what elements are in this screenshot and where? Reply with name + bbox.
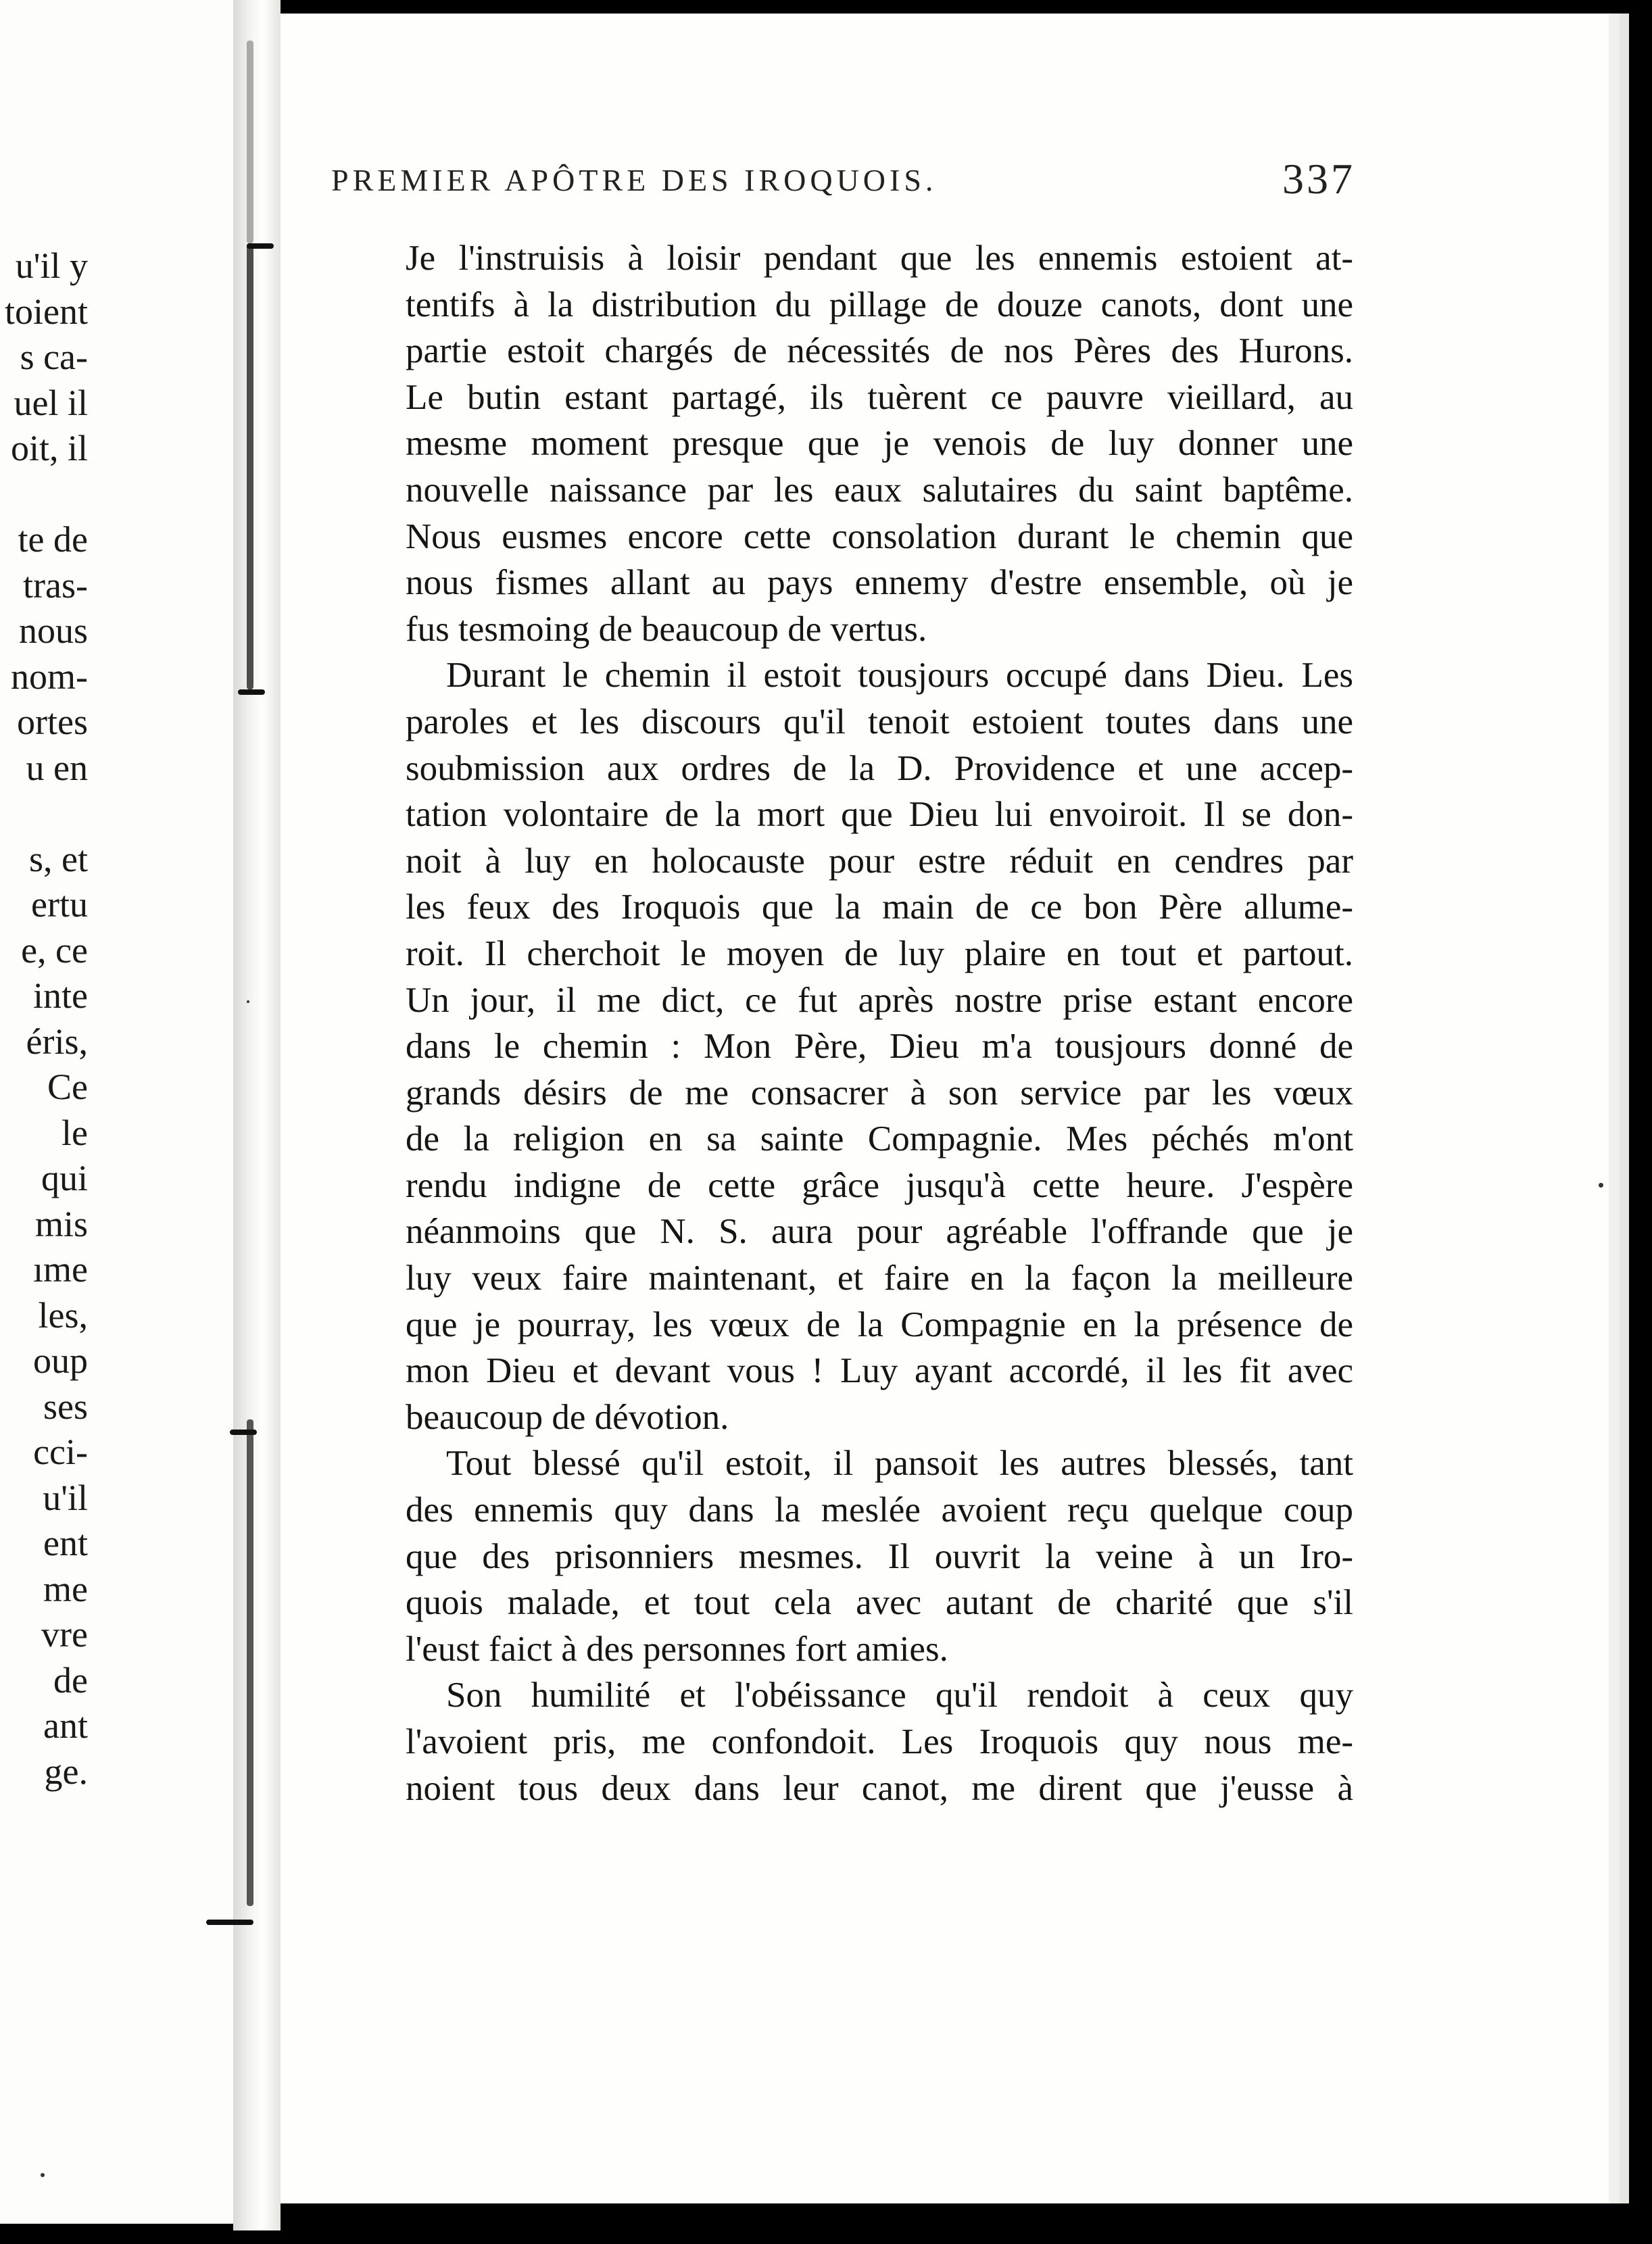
text-line: que je pourray, les vœux de la Compagnie en la présence de xyxy=(406,1304,1353,1344)
text-line: l'eust faict à des personnes fort amies. xyxy=(406,1629,948,1669)
left-page-fragment: nous xyxy=(18,610,88,651)
left-page-fragment: ses xyxy=(43,1386,88,1427)
left-page-fragment: Ce xyxy=(47,1067,88,1107)
text-line: Nous eusmes encore cette consolation durant le chemin que xyxy=(406,516,1353,556)
book-gutter xyxy=(233,0,281,2230)
left-page-fragment: nom- xyxy=(11,656,88,697)
left-page-fragment: éris, xyxy=(26,1021,88,1062)
text-line: paroles et les discours qu'il tenoit estoient toutes dans une xyxy=(406,702,1353,741)
text-line: nous fismes allant au pays ennemy d'estre ensemble, où je xyxy=(406,563,1353,603)
text-line: l'avoient pris, me confondoit. Les Iroquois quy nous me- xyxy=(406,1722,1353,1761)
text-line: beaucoup de dévotion. xyxy=(406,1397,729,1437)
text-line: fus tesmoing de beaucoup de vertus. xyxy=(406,609,927,649)
text-line: dans le chemin : Mon Père, Dieu m'a tousjours donné de xyxy=(406,1027,1353,1067)
text-line: Durant le chemin il estoit tousjours occupé dans Dieu. Les xyxy=(446,656,1353,696)
text-line: noit à luy en holocauste pour estre réduit en cendres par xyxy=(406,841,1353,881)
text-line: roit. Il cherchoit le moyen de luy plaire en tout et partout. xyxy=(406,933,1353,973)
text-line: partie estoit chargés de nécessités de nos Pères des Hurons. xyxy=(406,331,1353,371)
left-page-fragment: les, xyxy=(38,1294,88,1336)
text-line: mesme moment presque que je venois de luy donner une xyxy=(406,424,1353,464)
text-line: que des prisonniers mesmes. Il ouvrit la veine à un Iro- xyxy=(406,1536,1353,1576)
binding-thread xyxy=(206,1920,253,1925)
running-head xyxy=(331,154,1355,215)
left-page-fragment: vre xyxy=(41,1614,88,1655)
text-line: soubmission aux ordres de la D. Providence et une accep- xyxy=(406,748,1353,788)
left-page-fragment: e, ce xyxy=(21,929,88,971)
text-line: Le butin estant partagé, ils tuèrent ce pauvre vieillard, au xyxy=(406,377,1353,417)
text-line: Tout blessé qu'il estoit, il pansoit les autres blessés, tant xyxy=(446,1444,1353,1484)
left-page-fragment: ıme xyxy=(33,1249,88,1290)
left-page-fragment: le xyxy=(62,1112,88,1153)
text-line: Son humilité et l'obéissance qu'il rendoit à ceux quy xyxy=(446,1676,1353,1715)
binding-thread xyxy=(247,243,274,249)
binding-thread xyxy=(238,689,265,695)
left-page-fragment: ent xyxy=(43,1523,88,1563)
text-line: luy veux faire maintenant, et faire en la façon la meilleure xyxy=(406,1259,1353,1298)
left-page-fragment: ge. xyxy=(44,1751,88,1792)
text-line: nouvelle naissance par les eaux salutaires du saint baptême. xyxy=(406,470,1353,510)
left-page-fragment: de xyxy=(53,1659,88,1701)
text-line: noient tous deux dans leur canot, me dirent que j'eusse à xyxy=(406,1768,1353,1808)
running-title: PREMIER APÔTRE DES IROQUOIS. xyxy=(331,163,938,197)
left-facing-page xyxy=(0,0,233,2224)
binding-stitch xyxy=(247,1419,253,1906)
binding-thread xyxy=(230,1430,257,1435)
left-page-fragment: ortes xyxy=(17,702,88,742)
text-line: quois malade, et tout cela avec autant de charité que s'il xyxy=(406,1583,1353,1623)
page-number: 337 xyxy=(1282,155,1355,203)
text-line: mon Dieu et devant vous ! Luy ayant accordé, il les fit avec xyxy=(406,1351,1353,1391)
left-page-fragment: u'il xyxy=(43,1477,88,1518)
left-page-fragment: cci- xyxy=(33,1432,88,1472)
left-page-fragment: mis xyxy=(34,1203,88,1244)
text-line: tentifs à la distribution du pillage de douze canots, dont une xyxy=(406,285,1353,324)
left-page-fragment: u en xyxy=(26,747,88,788)
left-page-fragment: toient xyxy=(5,291,88,332)
left-page-fragment: u'il y xyxy=(15,245,88,286)
left-page-fragment: te de xyxy=(18,519,88,560)
left-page-fragment: ant xyxy=(43,1705,88,1746)
left-page-fragment: s, et xyxy=(29,838,88,879)
left-page-fragment: qui xyxy=(41,1158,88,1198)
text-line: Je l'instruisis à loisir pendant que les ennemis estoient at- xyxy=(406,239,1353,278)
left-page-fragment: me xyxy=(43,1568,88,1609)
text-line: rendu indigne de cette grâce jusqu'à cette heure. J'espère xyxy=(406,1165,1353,1205)
left-page-fragment: tras- xyxy=(23,564,88,606)
left-page-fragment: s ca- xyxy=(20,337,88,377)
binding-stitch xyxy=(247,41,253,243)
text-line: grands désirs de me consacrer à son service par les vœux xyxy=(406,1073,1353,1113)
binding-stitch xyxy=(247,243,253,689)
text-line: tation volontaire de la mort que Dieu lui envoiroit. Il se don- xyxy=(406,795,1353,835)
left-page-fragment: inte xyxy=(33,975,88,1016)
left-page-fragment: ertu xyxy=(31,884,88,925)
text-line: Un jour, il me dict, ce fut après nostre prise estant encore xyxy=(406,980,1353,1020)
body-text xyxy=(406,235,1353,1811)
left-page-fragment: uel il xyxy=(14,382,88,423)
text-line: les feux des Iroquois que la main de ce bon Père allume- xyxy=(406,887,1353,927)
text-line: néanmoins que N. S. aura pour agréable l'offrande que je xyxy=(406,1212,1353,1252)
text-line: des ennemis quy dans la meslée avoient reçu quelque coup xyxy=(406,1490,1353,1530)
left-page-fragment: oit, il xyxy=(10,428,88,468)
left-page-fragment: oup xyxy=(33,1340,88,1381)
text-line: de la religion en sa sainte Compagnie. Mes péchés m'ont xyxy=(406,1119,1353,1159)
